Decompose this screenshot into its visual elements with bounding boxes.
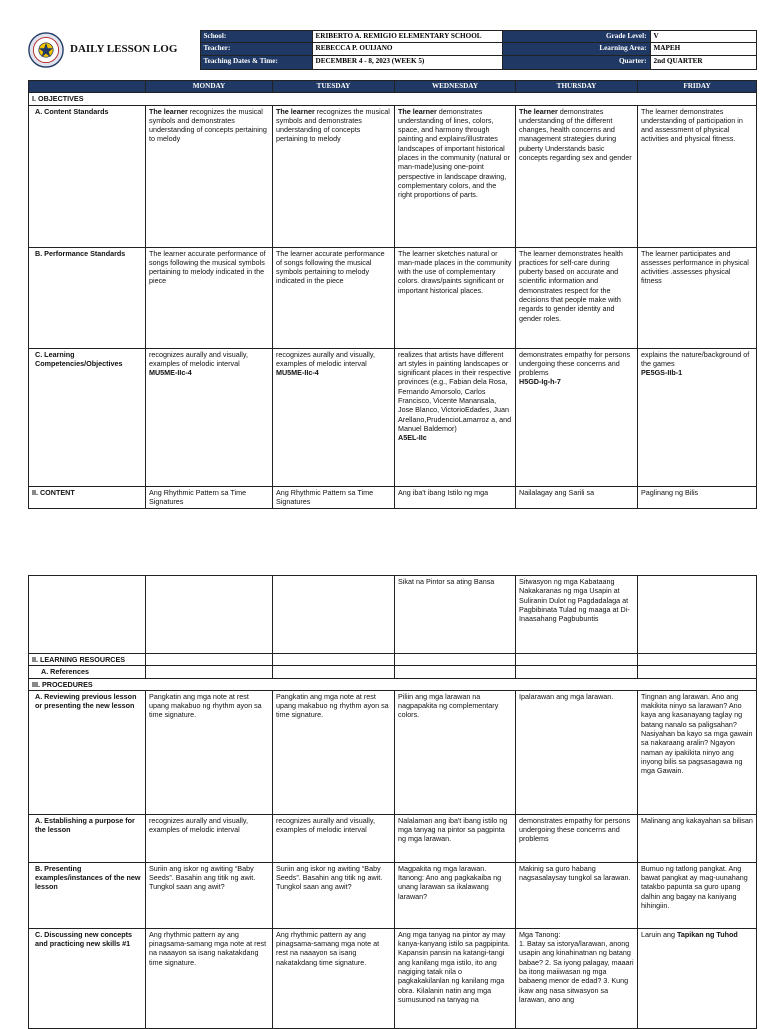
performance-standards-friday: The learner participates and assesses performance in physical activities .assesses physical fitness	[638, 247, 757, 348]
teacher-value: REBECCA P. OUIJANO	[312, 43, 502, 55]
lesson-log-header	[28, 30, 756, 70]
deped-seal-icon	[28, 32, 64, 68]
reviewing-label: A. Reviewing previous lesson or presenting the new lesson	[29, 690, 146, 814]
presenting-row	[29, 862, 757, 928]
objectives-heading: I. OBJECTIVES	[29, 93, 757, 105]
purpose-tuesday: recognizes aurally and visually, examples of melodic interval	[273, 814, 395, 862]
presenting-tuesday: Suriin ang iskor ng awiting “Baby Seeds”. Basahin ang titik ng awit. Tungkol saan ang awit?	[273, 862, 395, 928]
competencies-thursday: demonstrates empathy for persons undergoing these concerns and problems H5GD-Ig-h-7	[516, 348, 638, 486]
reviewing-row	[29, 690, 757, 814]
lesson-table-part-2	[28, 575, 756, 1029]
day-monday: MONDAY	[146, 81, 273, 93]
discussing-row	[29, 928, 757, 1028]
grade-level-label: Grade Level:	[502, 31, 650, 43]
competency-code: H5GD-Ig-h-7	[519, 377, 561, 387]
discussing-monday: Ang rhythmic pattern ay ang pinagsama-samang mga note at rest na naaayon sa isang nakatakdang time signature.	[146, 928, 273, 1028]
day-tuesday: TUESDAY	[273, 81, 395, 93]
day-friday: FRIDAY	[638, 81, 757, 93]
school-value: ERIBERTO A. REMIGIO ELEMENTARY SCHOOL	[312, 31, 502, 43]
content-friday: Paglinang ng Bilis	[638, 486, 757, 508]
learning-resources-row	[29, 654, 757, 666]
quarter-label: Quarter:	[502, 55, 650, 69]
content-continued-thursday: Sitwasyon ng mga Kabataang Nakakaranas ng mga Usapin at Suliranin Dulot ng Pagdadalaga at Pagbibinata Tulad ng maaga at Di-Inaasahang Pagbubuntis	[516, 576, 638, 654]
day-wednesday: WEDNESDAY	[395, 81, 516, 93]
competency-code: A5EL-IIc	[398, 433, 427, 443]
performance-standards-thursday: The learner demonstrates health practices for self-care during puberty based on accurate and scientific information and demonstrates respect for the decisions that people make with regards to gender identity and gender roles.	[516, 247, 638, 348]
performance-standards-label: B. Performance Standards	[29, 247, 146, 348]
content-continued-row	[29, 576, 757, 654]
content-continued-friday	[638, 576, 757, 654]
competencies-monday: recognizes aurally and visually, examples of melodic interval MU5ME-IIc-4	[146, 348, 273, 486]
document-title: DAILY LESSON LOG	[70, 43, 178, 56]
purpose-friday: Malinang ang kakayahan sa bilisan	[638, 814, 757, 862]
performance-standards-wednesday: The learner sketches natural or man-made places in the community with the use of complementary colors. draws/paints significant or important historical places.	[395, 247, 516, 348]
references-label: A. References	[29, 666, 146, 678]
content-standards-row	[29, 105, 757, 247]
objectives-section-row	[29, 93, 757, 105]
content-continued-wednesday: Sikat na Pintor sa ating Bansa	[395, 576, 516, 654]
performance-standards-monday: The learner accurate performance of songs following the musical symbols pertaining to melody indicated in the piece	[146, 247, 273, 348]
grade-level-value: V	[650, 31, 756, 43]
competencies-friday: explains the nature/background of the games PE5GS-IIb-1	[638, 348, 757, 486]
presenting-label: B. Presenting examples/instances of the new lesson	[29, 862, 146, 928]
content-row	[29, 486, 757, 508]
procedures-row	[29, 678, 757, 690]
competency-code: PE5GS-IIb-1	[641, 368, 683, 378]
performance-standards-row	[29, 247, 757, 348]
header-logo-cell	[28, 31, 200, 70]
competency-code: MU5ME-IIc-4	[149, 368, 192, 378]
quarter-value: 2nd QUARTER	[650, 55, 756, 69]
learning-area-value: MAPEH	[650, 43, 756, 55]
content-standards-wednesday: The learner demonstrates understanding of lines, colors, space, and harmony through painting and explains/illustrates landscapes of important historical places in the community (natural or man-made)using one-point perspective in landscape drawing, complementary colors, and the right proportions of parts.	[395, 105, 516, 247]
content-standards-label: A. Content Standards	[29, 105, 146, 247]
discussing-label: C. Discussing new concepts and practicing new skills #1	[29, 928, 146, 1028]
dates-label: Teaching Dates & Time:	[200, 55, 312, 69]
learning-area-label: Learning Area:	[502, 43, 650, 55]
presenting-wednesday: Magpakita ng mga larawan. Itanong: Ano ang pagkakaiba ng unang larawan sa ikalawang larawan?	[395, 862, 516, 928]
purpose-monday: recognizes aurally and visually, examples of melodic interval	[146, 814, 273, 862]
reviewing-tuesday: Pangkatin ang mga note at rest upang makabuo ng rhythm ayon sa time signature.	[273, 690, 395, 814]
competencies-tuesday: recognizes aurally and visually, examples of melodic interval MU5ME-IIc-4	[273, 348, 395, 486]
competencies-row	[29, 348, 757, 486]
dates-value: DECEMBER 4 - 8, 2023 (WEEK 5)	[312, 55, 502, 69]
corner-cell	[29, 81, 146, 93]
content-wednesday: Ang iba't ibang Istilo ng mga	[395, 486, 516, 508]
content-standards-tuesday: The learner recognizes the musical symbols and demonstrates understanding of concepts pertaining to melody	[273, 105, 395, 247]
content-continued-label	[29, 576, 146, 654]
purpose-label: A. Establishing a purpose for the lesson	[29, 814, 146, 862]
reviewing-wednesday: Piliin ang mga larawan na nagpapakita ng complementary colors.	[395, 690, 516, 814]
teacher-label: Teacher:	[200, 43, 312, 55]
presenting-monday: Suriin ang iskor ng awiting “Baby Seeds”. Basahin ang titik ng awit. Tungkol saan ang awit?	[146, 862, 273, 928]
discussing-tuesday: Ang rhythmic pattern ay ang pinagsama-samang mga note at rest na naaayon sa isang nakatakdang time signature.	[273, 928, 395, 1028]
presenting-thursday: Makinig sa guro habang nagsasalaysay tungkol sa larawan.	[516, 862, 638, 928]
content-tuesday: Ang Rhythmic Pattern sa Time Signatures	[273, 486, 395, 508]
competencies-label: C. Learning Competencies/Objectives	[29, 348, 146, 486]
day-thursday: THURSDAY	[516, 81, 638, 93]
reviewing-thursday: Ipalarawan ang mga larawan.	[516, 690, 638, 814]
content-monday: Ang Rhythmic Pattern sa Time Signatures	[146, 486, 273, 508]
content-thursday: Nailalagay ang Sarili sa	[516, 486, 638, 508]
content-continued-tuesday	[273, 576, 395, 654]
content-label: II. CONTENT	[29, 486, 146, 508]
purpose-wednesday: Nalalaman ang iba't ibang istilo ng mga tanyag na pintor sa pagpinta ng mga larawan.	[395, 814, 516, 862]
presenting-friday: Bumuo ng tatlong pangkat. Ang bawat pangkat ay mag-uunahang tatakbo papunta sa guro upang dalhin ang bagay na kaniyang hihingiin.	[638, 862, 757, 928]
school-label: School:	[200, 31, 312, 43]
competencies-wednesday: realizes that artists have different art styles in painting landscapes or significant places in their respective provinces (e.g., Fabian dela Rosa, Fernando Amorsolo, Carlos Francisco, Vicente Manansala, Jose Blanco, VictorioEdades, Juan Arellano,PrudencioLamarroz a, and Manuel Baldemor) A5EL-IIc	[395, 348, 516, 486]
competency-code: MU5ME-IIc-4	[276, 368, 319, 378]
learning-resources-heading: II. LEARNING RESOURCES	[29, 654, 146, 666]
day-header-row	[29, 81, 757, 93]
content-standards-monday: The learner recognizes the musical symbols and demonstrates understanding of concepts pertaining to melody	[146, 105, 273, 247]
reviewing-monday: Pangkatin ang mga note at rest upang makabuo ng rhythm ayon sa time signature.	[146, 690, 273, 814]
reviewing-friday: Tingnan ang larawan. Ano ang makikita ninyo sa larawan? Ano kaya ang kasanayang taglay ng batang nanalo sa paligsahan? Nasiyahan ba kayo sa mga gawain sa nakaraang aralin? Ngayon naman ay ipakikita ninyo ang inyong bilis sa pagsasagawa ng mga Gawain.	[638, 690, 757, 814]
purpose-thursday: demonstrates empathy for persons undergoing these concerns and problems	[516, 814, 638, 862]
purpose-row	[29, 814, 757, 862]
discussing-thursday: Mga Tanong: 1. Batay sa istorya/larawan, anong usapin ang kinahinatnan ng batang babae? 2. Sa iyong palagay, maaari ba itong maiiwasan ng mga babaeng menor de edad? 3. Kung ikaw ang nasa sitwasyon sa larawan, ano ang	[516, 928, 638, 1028]
discussing-wednesday: Ang mga tanyag na pintor ay may kanya-kanyang istilo sa pagpipinta. Kapansin pansin na katangi-tangi ang kanilang mga istilo, ito ang nagiging tatak nila o pagkakakilanlan ng kanilang mga obra. Kilalanin natin ang mga sumusunod na tanyag na	[395, 928, 516, 1028]
performance-standards-tuesday: The learner accurate performance of songs following the musical symbols pertaining to melody indicated in the piece	[273, 247, 395, 348]
procedures-heading: III. PROCEDURES	[29, 678, 757, 690]
references-row	[29, 666, 757, 678]
lesson-table-part-1	[28, 80, 756, 509]
content-continued-monday	[146, 576, 273, 654]
content-standards-friday: The learner demonstrates understanding of participation in and assessment of physical activities and physical fitness.	[638, 105, 757, 247]
content-standards-thursday: The learner demonstrates understanding of the different changes, health concerns and management strategies during puberty Understands basic concepts regarding sex and gender	[516, 105, 638, 247]
discussing-friday: Laruin ang Tapikan ng Tuhod	[638, 928, 757, 1028]
